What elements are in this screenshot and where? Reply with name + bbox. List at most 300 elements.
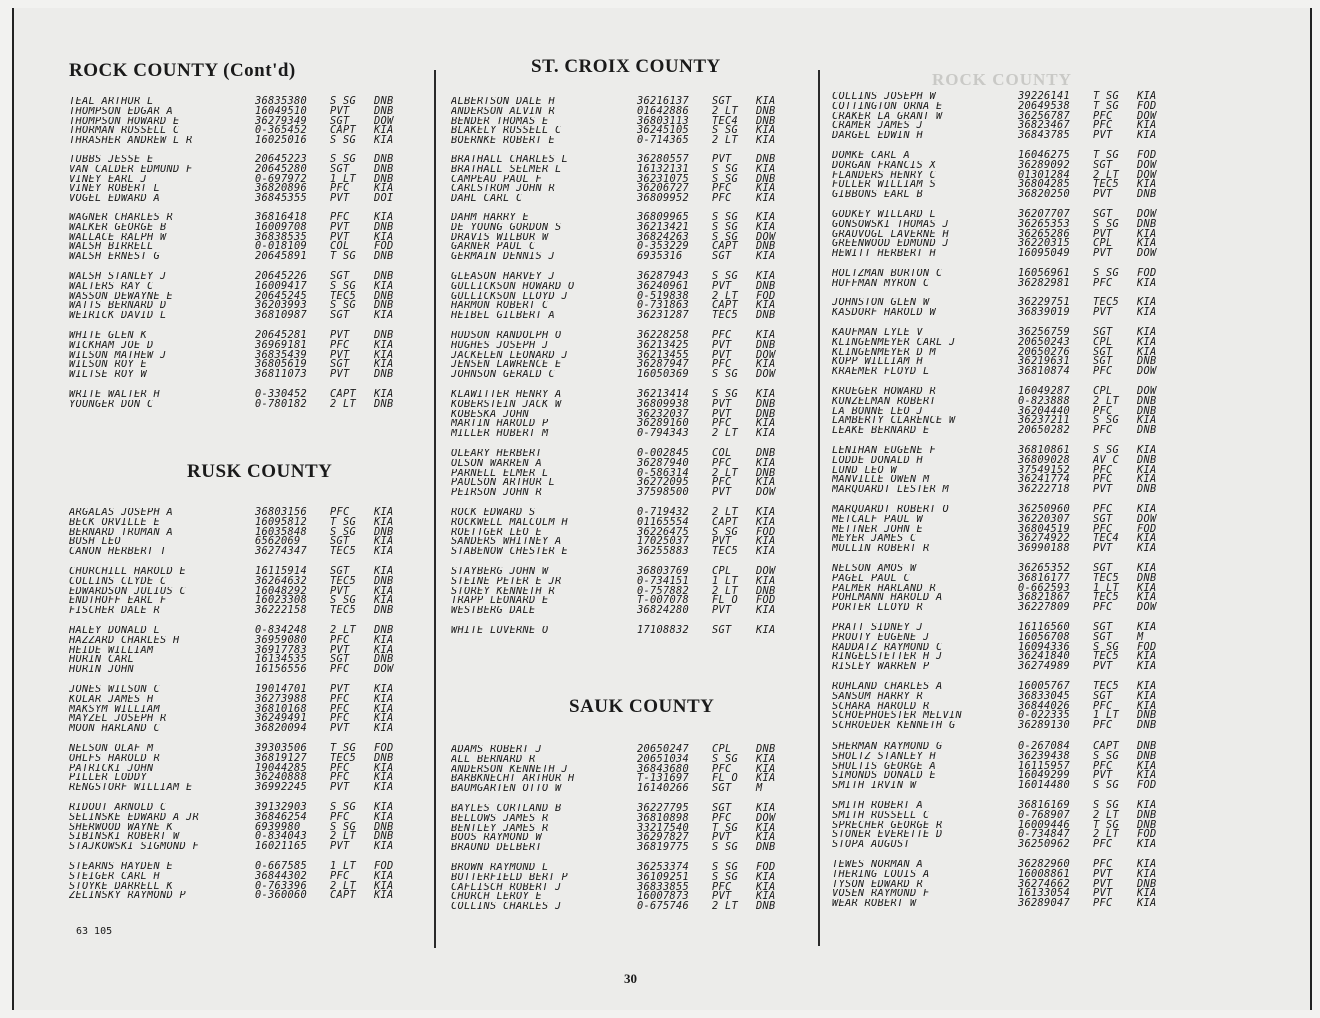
roster-row	[69, 311, 414, 321]
roster-row	[69, 820, 414, 833]
roster-row	[451, 172, 796, 185]
serial-number: 36809938	[637, 397, 689, 410]
soldier-name: SIBINSKI ROBERT W	[69, 832, 180, 843]
status: DNB	[1137, 394, 1157, 407]
soldier-name: POHLMANN HAROLD A	[832, 593, 943, 604]
serial-number: 36917783	[255, 643, 307, 656]
grade: PVT	[330, 781, 350, 794]
serial-number: 0-022335	[1018, 709, 1070, 722]
roster-row	[832, 92, 1177, 102]
grade: CPL	[1093, 237, 1113, 250]
serial-number: 36240961	[637, 279, 689, 292]
footer-code: 63 105	[76, 926, 113, 937]
soldier-name: COLLINS JOSEPH W	[832, 92, 936, 102]
status: DNB	[1137, 355, 1157, 368]
roster-row	[832, 416, 1177, 426]
roster-row	[69, 626, 414, 636]
status: KIA	[1137, 867, 1157, 880]
serial-number: 36280557	[637, 153, 689, 165]
soldier-name: WICKHAM JOE D	[69, 340, 154, 351]
grade: S SG	[712, 220, 738, 233]
roster-row	[832, 662, 1177, 672]
soldier-name: TRAPP LEONARD E	[451, 596, 549, 607]
grade: 1 LT	[330, 172, 356, 185]
status: KIA	[756, 880, 776, 893]
status: KIA	[1137, 542, 1157, 555]
soldier-name: GREENWOOD EDMUND J	[832, 239, 949, 250]
roster-row	[832, 217, 1177, 230]
soldier-name: PAGEL PAUL C	[832, 573, 910, 584]
serial-number: 39132903	[255, 801, 307, 813]
soldier-name: HUDSON RANDOLPH O	[451, 331, 562, 341]
grade: SGT	[1093, 345, 1113, 358]
grade: PFC	[330, 810, 350, 823]
serial-number: 16050369	[637, 368, 689, 381]
grade: PFC	[330, 506, 350, 518]
status: DNB	[756, 584, 776, 597]
grade: SGT	[330, 358, 350, 371]
status: KIA	[374, 279, 394, 292]
roster-row	[832, 581, 1177, 594]
roster-row	[451, 567, 796, 577]
grade: PFC	[1093, 404, 1113, 417]
grade: S SG	[330, 820, 356, 833]
roster-row	[69, 606, 414, 616]
roster-row	[69, 574, 414, 587]
grade: TEC5	[712, 545, 738, 558]
status: KIA	[1137, 227, 1157, 240]
soldier-name: BRATHALL CHARLES L	[451, 155, 568, 165]
roster-row	[451, 892, 796, 902]
roster-row	[451, 184, 796, 194]
status: DNB	[1137, 749, 1157, 762]
soldier-name: NELSON AMOS W	[832, 564, 917, 574]
soldier-name: YOUNGER DON C	[69, 399, 154, 410]
status: DNB	[374, 604, 394, 617]
roster-row	[451, 574, 796, 587]
grade: S SG	[712, 368, 738, 381]
serial-number: 36845355	[255, 192, 307, 205]
roster-row	[451, 301, 796, 311]
status: KIA	[756, 624, 776, 636]
serial-number: 16025016	[255, 134, 307, 147]
soldier-name: TUBBS JESSE E	[69, 155, 154, 165]
roster-row	[69, 879, 414, 892]
soldier-name: JOHNSTON GLEN W	[832, 298, 930, 308]
roster-row	[832, 877, 1177, 890]
serial-number: 20645891	[255, 250, 307, 263]
grade: PVT	[1093, 129, 1113, 142]
grade: TEC5	[1093, 571, 1119, 584]
status: KIA	[374, 309, 394, 322]
status: KIA	[1137, 769, 1157, 782]
soldier-name: MANVILLE OWEN M	[832, 475, 930, 486]
status: DOW	[756, 565, 776, 577]
roster-row	[451, 213, 796, 223]
status: DNB	[1137, 404, 1157, 417]
roster-row	[832, 889, 1177, 899]
serial-number: 36250962	[1018, 838, 1070, 851]
soldier-name: WATTS BERNARD D	[69, 301, 167, 312]
status: KIA	[756, 506, 776, 518]
serial-number: 16009446	[1018, 818, 1070, 831]
serial-number: 36213421	[637, 220, 689, 233]
grade: 2 LT	[330, 624, 356, 636]
grade: PFC	[330, 338, 350, 351]
grade: PVT	[712, 890, 732, 903]
soldier-name: JONES WILSON C	[69, 685, 160, 695]
serial-number: 36809028	[1018, 453, 1070, 466]
status: KIA	[756, 299, 776, 312]
status: DNB	[1137, 188, 1157, 201]
roster-row	[451, 155, 796, 165]
status: DNB	[374, 624, 394, 636]
roster-row	[451, 863, 796, 873]
grade: PFC	[330, 771, 350, 784]
roster-row	[69, 289, 414, 302]
soldier-name: SANDERS WHITNEY A	[451, 537, 562, 548]
serial-number: 0-697972	[255, 172, 307, 185]
serial-number: 36820896	[255, 182, 307, 195]
roster-row	[832, 630, 1177, 643]
soldier-name: MARQUARDT LESTER M	[832, 485, 949, 495]
serial-number: 20645245	[255, 289, 307, 302]
status: DNB	[374, 820, 394, 833]
soldier-name: WILSON MATHEW J	[69, 350, 167, 361]
status: KIA	[374, 801, 394, 813]
roster-row	[69, 724, 414, 734]
serial-number: 36265286	[1018, 227, 1070, 240]
grade: T SG	[1093, 99, 1119, 112]
grade: PFC	[712, 417, 732, 430]
status: DOW	[1137, 247, 1157, 260]
roster-group	[832, 860, 1177, 909]
status: DNB	[374, 270, 394, 282]
roster-row	[451, 833, 796, 843]
grade: PVT	[330, 584, 350, 597]
serial-number: 20650276	[1018, 345, 1070, 358]
status: DNB	[374, 368, 394, 381]
status: DNB	[1137, 709, 1157, 722]
grade: TEC4	[1093, 532, 1119, 545]
status: DNB	[756, 279, 776, 292]
soldier-name: LAMBERTY CLARENCE W	[832, 416, 956, 427]
roster-row	[69, 525, 414, 538]
status: KIA	[756, 456, 776, 469]
serial-number: 36255883	[637, 545, 689, 558]
serial-number: 36990188	[1018, 542, 1070, 555]
status: DNB	[374, 830, 394, 843]
status: DOW	[1137, 385, 1157, 397]
grade: PVT	[1093, 227, 1113, 240]
serial-number: 36231075	[637, 172, 689, 185]
roster-row	[832, 781, 1177, 791]
status: KIA	[374, 633, 394, 646]
grade: PFC	[1093, 424, 1113, 437]
serial-number: 36282960	[1018, 858, 1070, 870]
status: DNB	[374, 250, 394, 263]
roster-row	[832, 394, 1177, 407]
grade: S SG	[712, 752, 738, 765]
status: DNB	[756, 114, 776, 127]
serial-number: 36992245	[255, 781, 307, 794]
roster-row	[451, 488, 796, 498]
roster-row	[69, 692, 414, 705]
soldier-name: BLAKELY RUSSELL C	[451, 126, 562, 137]
status: DNB	[374, 653, 394, 666]
grade: 1 LT	[1093, 581, 1119, 594]
status: DNB	[1137, 571, 1157, 584]
roster-row	[451, 774, 796, 784]
roster-row	[451, 126, 796, 136]
roster-row	[832, 404, 1177, 417]
status: KIA	[374, 771, 394, 784]
serial-number: 16046275	[1018, 149, 1070, 161]
soldier-name: RUHLAND CHARLES A	[832, 682, 943, 692]
serial-number: 36207707	[1018, 208, 1070, 220]
roster-row	[69, 567, 414, 577]
serial-number: 36803156	[255, 506, 307, 518]
grade: CAPT	[330, 388, 356, 400]
serial-number: 36297827	[637, 831, 689, 844]
grade: PFC	[330, 869, 350, 882]
grade: 2 LT	[712, 584, 738, 597]
roster-row	[69, 360, 414, 370]
status: DNB	[374, 525, 394, 538]
roster-row	[832, 808, 1177, 821]
grade: S SG	[1093, 217, 1119, 230]
roster-row	[69, 751, 414, 764]
grade: PFC	[712, 811, 732, 824]
status: KIA	[756, 270, 776, 282]
serial-number: 16007873	[637, 890, 689, 903]
grade: PFC	[712, 880, 732, 893]
soldier-name: WILTSE ROY W	[69, 370, 147, 380]
soldier-name: ALL BERNARD R	[451, 754, 536, 765]
status: KIA	[374, 230, 394, 243]
grade: PFC	[712, 329, 732, 341]
status: KIA	[1137, 591, 1157, 604]
soldier-name: HURIN JOHN	[69, 665, 134, 675]
roster-row	[69, 810, 414, 823]
serial-number: 0-823888	[1018, 394, 1070, 407]
grade: AV C	[1093, 453, 1119, 466]
soldier-name: BROWN RAYMOND L	[451, 863, 549, 873]
serial-number: 36265352	[1018, 562, 1070, 574]
status: KIA	[1137, 858, 1157, 870]
grade: T SG	[1093, 90, 1119, 102]
grade: PVT	[330, 220, 350, 233]
serial-number: 36969181	[255, 338, 307, 351]
roster-group	[832, 269, 1177, 289]
status: KIA	[374, 506, 394, 518]
serial-number: 36803769	[637, 565, 689, 577]
status: FOD	[756, 525, 776, 538]
grade: TEC5	[330, 545, 356, 558]
grade: PFC	[330, 692, 350, 705]
roster-group	[832, 210, 1177, 259]
status: DNB	[756, 466, 776, 479]
serial-number: 36810898	[637, 811, 689, 824]
status: KIA	[374, 692, 394, 705]
roster-row	[69, 803, 414, 813]
roster-row	[451, 136, 796, 146]
status: KIA	[756, 388, 776, 400]
status: KIA	[756, 134, 776, 147]
roster-row	[832, 652, 1177, 662]
status: DOW	[756, 230, 776, 243]
roster-group	[832, 328, 1177, 377]
serial-number: 0-675746	[637, 900, 689, 913]
soldier-name: HEIDE WILLIAM	[69, 645, 154, 656]
grade: PFC	[1093, 759, 1113, 772]
column-divider-1	[434, 70, 436, 948]
status: KIA	[1137, 444, 1157, 456]
county-heading: ROCK COUNTY (Cont'd)	[69, 60, 296, 81]
roster-row	[832, 426, 1177, 436]
grade: COL	[330, 240, 350, 253]
status: DNB	[756, 743, 776, 755]
roster-group	[69, 803, 414, 852]
serial-number: 01642886	[637, 104, 689, 117]
roster-row	[832, 446, 1177, 456]
status: DNB	[374, 172, 394, 185]
grade: 2 LT	[712, 289, 738, 302]
soldier-name: DAHL CARL C	[451, 194, 523, 204]
serial-number: 37549152	[1018, 463, 1070, 476]
serial-number: 36227809	[1018, 601, 1070, 614]
soldier-name: SMITH RUSSELL C	[832, 810, 930, 821]
roster-row	[451, 162, 796, 175]
soldier-name: HAZZARD CHARLES H	[69, 635, 180, 646]
status: DNB	[756, 309, 776, 322]
roster-row	[832, 742, 1177, 752]
serial-number: 0-353229	[637, 240, 689, 253]
serial-number: 36273988	[255, 692, 307, 705]
status: KIA	[374, 348, 394, 361]
soldier-name: CRAKER LA GRANT W	[832, 111, 943, 122]
soldier-name: STONER EVERETTE D	[832, 830, 943, 841]
grade: CPL	[712, 743, 732, 755]
grade: SGT	[330, 565, 350, 577]
status: KIA	[1137, 759, 1157, 772]
roster-group	[69, 685, 414, 734]
status: DNB	[374, 153, 394, 165]
grade: S SG	[712, 870, 738, 883]
soldier-name: LODDE DONALD H	[832, 455, 923, 466]
status: KIA	[756, 220, 776, 233]
soldier-name: WRITE WALTER H	[69, 390, 160, 400]
grade: T SG	[330, 250, 356, 263]
roster-row	[69, 397, 414, 410]
roster-group	[451, 745, 796, 794]
serial-number: 16021165	[255, 840, 307, 853]
soldier-name: WEIRICK DAVID L	[69, 311, 167, 321]
serial-number: 17025037	[637, 535, 689, 548]
serial-number: 36816418	[255, 211, 307, 223]
roster-group	[832, 505, 1177, 554]
roster-row	[832, 818, 1177, 831]
soldier-name: SCHOEPHOESTER MELVIN	[832, 711, 962, 722]
serial-number: 36846254	[255, 810, 307, 823]
serial-number: 36109251	[637, 870, 689, 883]
soldier-name: GARNER PAUL C	[451, 242, 536, 253]
serial-number: 0-734151	[637, 574, 689, 587]
roster-row	[832, 99, 1177, 112]
serial-number: 16049510	[255, 104, 307, 117]
soldier-name: GERMAIN DENNIS J	[451, 252, 555, 262]
roster-row	[451, 390, 796, 400]
grade: S SG	[330, 95, 356, 107]
grade: PVT	[1093, 483, 1113, 496]
status: KIA	[756, 752, 776, 765]
serial-number: 0-757882	[637, 584, 689, 597]
grade: PVT	[1093, 887, 1113, 900]
roster-row	[451, 784, 796, 794]
status: KIA	[756, 515, 776, 528]
soldier-name: PEIRSON JOHN R	[451, 488, 542, 498]
grade: PFC	[330, 712, 350, 725]
roster-row	[69, 655, 414, 665]
soldier-name: HUFFMAN MYRON C	[832, 278, 930, 289]
soldier-name: DOMKE CARL A	[832, 151, 910, 161]
roster-row	[451, 397, 796, 410]
status: DNB	[374, 299, 394, 312]
serial-number: 36222718	[1018, 483, 1070, 496]
serial-number: 36213425	[637, 338, 689, 351]
roster-row	[451, 230, 796, 243]
status: KIA	[1137, 345, 1157, 358]
serial-number: 0-267084	[1018, 740, 1070, 752]
roster-row	[451, 104, 796, 117]
soldier-name: THORMAN RUSSELL C	[69, 126, 180, 137]
serial-number: 36226475	[637, 525, 689, 538]
roster-row	[69, 702, 414, 715]
grade: S SG	[330, 134, 356, 147]
serial-number: 36289160	[637, 417, 689, 430]
soldier-name: SHERWOOD WAYNE K	[69, 822, 173, 833]
roster-row	[832, 131, 1177, 141]
roster-row	[451, 407, 796, 420]
county-heading: SAUK COUNTY	[569, 696, 715, 717]
roster-row	[832, 168, 1177, 181]
grade: 2 LT	[1093, 394, 1119, 407]
soldier-name: METCALF PAUL W	[832, 514, 923, 525]
soldier-name: GULLICKSON LLOYD J	[451, 291, 568, 302]
roster-group	[832, 801, 1177, 850]
status: KIA	[374, 869, 394, 882]
status: KIA	[1137, 532, 1157, 545]
grade: 2 LT	[1093, 828, 1119, 841]
status: FOD	[756, 594, 776, 607]
roster-group	[451, 97, 796, 146]
serial-number: 16095049	[1018, 247, 1070, 260]
grade: S SG	[712, 841, 738, 854]
soldier-name: HOLTZMAN BURTON C	[832, 269, 943, 279]
roster-row	[832, 512, 1177, 525]
roster-group	[832, 92, 1177, 141]
roster-row	[451, 429, 796, 439]
soldier-name: SMITH ROBERT A	[832, 801, 923, 811]
serial-number: 19014701	[255, 683, 307, 695]
grade: SGT	[330, 653, 350, 666]
soldier-name: STEINE PETER E JR	[451, 576, 562, 587]
soldier-name: ROCKWELL MALCOLM H	[451, 517, 568, 528]
soldier-name: ADAMS ROBERT J	[451, 745, 542, 755]
grade: PFC	[712, 456, 732, 469]
roster-row	[832, 357, 1177, 367]
roster-group	[451, 508, 796, 557]
